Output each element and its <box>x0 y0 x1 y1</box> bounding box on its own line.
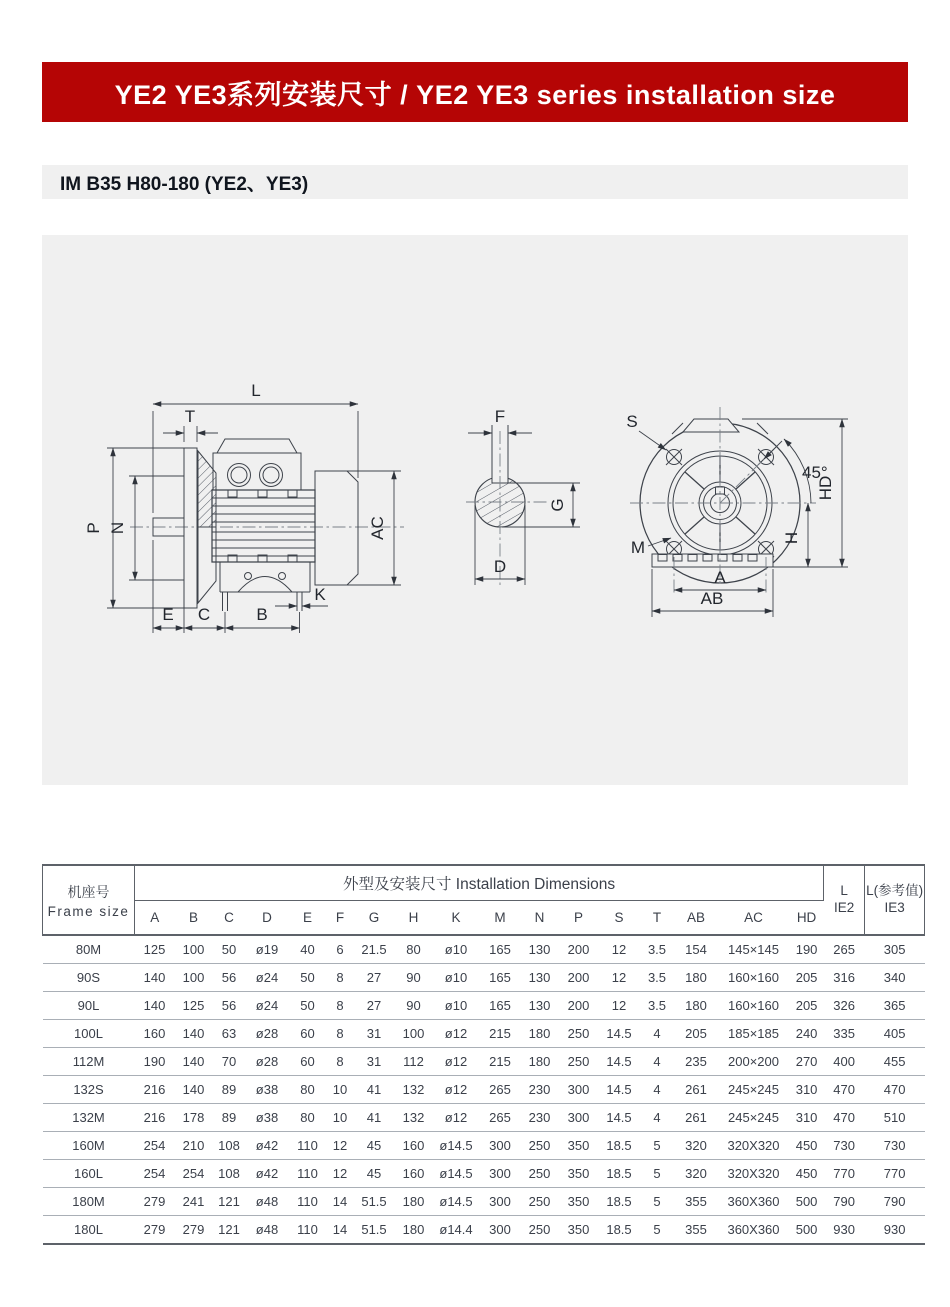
installation-drawing <box>42 235 908 785</box>
dim-value-cell: 12 <box>327 1160 354 1188</box>
frame-size-header <box>43 865 135 935</box>
dim-value-cell: 180 <box>395 1188 433 1216</box>
dim-value-cell: ø38 <box>246 1076 289 1104</box>
dim-value-cell: 90 <box>395 992 433 1020</box>
dim-value-cell: 8 <box>327 992 354 1020</box>
l-ie3-cell: 305 <box>865 935 925 964</box>
dim-value-cell: 254 <box>135 1132 175 1160</box>
dimension-values-body <box>43 935 925 1244</box>
l-ie2-cell: 400 <box>824 1048 865 1076</box>
dim-value-cell: 360X360 <box>718 1188 790 1216</box>
dim-value-cell: 108 <box>213 1132 246 1160</box>
dim-label-AC: AC <box>368 516 387 540</box>
dim-value-cell: 12 <box>599 992 640 1020</box>
dim-value-cell: 180 <box>402 1222 425 1237</box>
dim-value-cell: 50 <box>289 964 327 992</box>
l-ie3-cell: 510 <box>865 1104 925 1132</box>
dim-value-cell: ø14.5 <box>433 1160 480 1188</box>
dim-column-header: T <box>640 901 675 936</box>
frame-size-cell: 100L <box>43 1020 135 1048</box>
frame-size-cell: 90L <box>43 992 135 1020</box>
dim-value-cell: 60 <box>289 1020 327 1048</box>
l-ie3-cell: 455 <box>865 1048 925 1076</box>
dim-value-cell: 279 <box>182 1222 205 1237</box>
dim-value-cell: 18.5 <box>599 1132 640 1160</box>
dim-label-E: E <box>162 605 174 624</box>
dim-column-header: G <box>354 901 395 936</box>
dim-column-header: S <box>599 901 640 936</box>
l-ie2-cell: 265 <box>824 935 865 964</box>
dim-value-cell: 8 <box>327 1048 354 1076</box>
dim-column-header: N <box>521 901 559 936</box>
dim-value-cell: ø12 <box>433 1104 480 1132</box>
dim-value-cell: 230 <box>521 1076 559 1104</box>
dim-value-cell: 14.5 <box>599 1076 640 1104</box>
dim-label-M: M <box>630 538 646 557</box>
dim-value-cell: 40 <box>289 935 327 964</box>
dim-value-cell: 56 <box>213 992 246 1020</box>
dim-value-cell: 210 <box>175 1132 213 1160</box>
dim-value-cell: 6 <box>327 935 354 964</box>
dim-value-cell: 8 <box>327 964 354 992</box>
dim-value-cell: 180 <box>521 1020 559 1048</box>
dim-value-cell: 265 <box>480 1104 521 1132</box>
dim-value-cell: 10 <box>327 1076 354 1104</box>
dim-value-cell: 205 <box>790 964 824 992</box>
dim-value-cell: 205 <box>675 1020 718 1048</box>
dim-value-cell: 320 <box>675 1160 718 1188</box>
dim-value-cell: 180 <box>521 1048 559 1076</box>
dim-value-cell: 145×145 <box>718 935 790 964</box>
dim-value-cell: 245×245 <box>718 1104 790 1132</box>
dim-value-cell: 12 <box>327 1132 354 1160</box>
dim-value-cell: 108 <box>213 1160 246 1188</box>
dim-value-cell: 154 <box>675 935 718 964</box>
dim-column-header: D <box>246 901 289 936</box>
dim-column-header: K <box>433 901 480 936</box>
side-view <box>84 381 404 633</box>
dim-value-cell: 130 <box>521 964 559 992</box>
dim-value-cell: 10 <box>327 1104 354 1132</box>
dim-value-cell: 21.5 <box>354 935 395 964</box>
dim-value-cell: 14.5 <box>599 1048 640 1076</box>
dim-value-cell: 355 <box>685 1222 707 1237</box>
dim-value-cell: 165 <box>480 935 521 964</box>
dim-value-cell: 215 <box>480 1020 521 1048</box>
dim-value-cell: ø48 <box>246 1188 289 1216</box>
dim-value-cell: 8 <box>327 1020 354 1048</box>
dim-value-cell: 45 <box>354 1132 395 1160</box>
dim-value-cell: 300 <box>489 1222 511 1237</box>
table-row <box>43 1188 925 1216</box>
dim-value-cell: 254 <box>175 1160 213 1188</box>
dim-value-cell: 160×160 <box>718 992 790 1020</box>
dim-value-cell: 350 <box>559 1160 599 1188</box>
table-row <box>43 1076 925 1104</box>
dim-value-cell: 5 <box>653 1222 661 1237</box>
dim-value-cell: 110 <box>289 1160 327 1188</box>
l-ie2-cell: 470 <box>824 1076 865 1104</box>
table-row <box>43 1104 925 1132</box>
l-ie2-cell: 770 <box>824 1160 865 1188</box>
dim-value-cell: 250 <box>528 1222 551 1237</box>
dim-value-cell: 216 <box>135 1076 175 1104</box>
dim-value-cell: 4 <box>640 1076 675 1104</box>
dim-value-cell: 140 <box>175 1048 213 1076</box>
dim-value-cell: 254 <box>135 1160 175 1188</box>
dim-label-H: H <box>782 531 801 545</box>
dim-value-cell: 200 <box>559 935 599 964</box>
dim-value-cell: ø10 <box>433 964 480 992</box>
dim-value-cell: 200×200 <box>718 1048 790 1076</box>
dim-value-cell: 350 <box>559 1188 599 1216</box>
dim-value-cell: 110 <box>297 1222 318 1237</box>
dim-value-cell: 216 <box>135 1104 175 1132</box>
frame-size-header-zh: 机座号 <box>67 883 110 900</box>
dim-value-cell: 140 <box>175 1076 213 1104</box>
dim-value-cell: ø42 <box>246 1132 289 1160</box>
table-row <box>43 1132 925 1160</box>
dim-label-T: T <box>184 407 196 426</box>
l-ie3-cell: 790 <box>865 1188 925 1216</box>
dim-value-cell: ø38 <box>246 1104 289 1132</box>
dim-value-cell: ø12 <box>433 1020 480 1048</box>
dim-value-cell: 31 <box>354 1048 395 1076</box>
dim-value-cell: 14.5 <box>599 1020 640 1048</box>
dim-value-cell: 165 <box>480 964 521 992</box>
dim-value-cell: ø10 <box>433 935 480 964</box>
dim-value-cell: 3.5 <box>640 964 675 992</box>
dim-label-HD: HD <box>816 475 835 501</box>
l-ie3-cell: 770 <box>865 1160 925 1188</box>
dim-value-cell: 140 <box>135 992 175 1020</box>
dim-value-cell: 100 <box>395 1020 433 1048</box>
l-ie3-cell: 340 <box>865 964 925 992</box>
dim-value-cell: 160 <box>395 1160 433 1188</box>
dimensions-table-wrap <box>42 864 924 1245</box>
dim-value-cell: 205 <box>790 992 824 1020</box>
dim-label-G: G <box>548 498 567 512</box>
installation-dimensions-header: 外型及安装尺寸 Installation Dimensions <box>135 865 824 901</box>
dim-value-cell: 100 <box>175 964 213 992</box>
dim-value-cell: 89 <box>213 1076 246 1104</box>
dim-value-cell: ø24 <box>246 992 289 1020</box>
dim-value-cell: 250 <box>559 1020 599 1048</box>
dim-value-cell: 45 <box>354 1160 395 1188</box>
dim-value-cell: 140 <box>135 964 175 992</box>
dim-label-S: S <box>626 412 638 431</box>
frame-size-cell: 90S <box>43 964 135 992</box>
dim-value-cell: ø28 <box>246 1020 289 1048</box>
dim-value-cell: 240 <box>790 1020 824 1048</box>
l-ie2-cell: 790 <box>824 1188 865 1216</box>
dim-label-F: F <box>494 407 506 426</box>
dim-value-cell: 12 <box>599 964 640 992</box>
dim-value-cell: 3.5 <box>640 992 675 1020</box>
table-row <box>43 935 925 964</box>
installation-dimensions-table <box>42 864 925 1245</box>
dim-value-cell: 4 <box>640 1104 675 1132</box>
frame-size-cell: 112M <box>43 1048 135 1076</box>
l-ie3-cell: 405 <box>865 1020 925 1048</box>
dim-label-D: D <box>493 557 507 576</box>
subtitle-band <box>42 165 908 199</box>
mounting-type-subtitle: IM B35 H80-180 (YE2、YE3) <box>60 173 309 195</box>
table-row <box>43 964 925 992</box>
dim-value-cell: 180 <box>675 992 718 1020</box>
table-row <box>43 1160 925 1188</box>
frame-size-cell: 160M <box>43 1132 135 1160</box>
dim-value-cell: 5 <box>640 1160 675 1188</box>
dim-column-header: F <box>327 901 354 936</box>
dim-value-cell: 3.5 <box>640 935 675 964</box>
dim-column-header: HD <box>790 901 824 936</box>
dim-value-cell: 27 <box>354 964 395 992</box>
dim-value-cell: 80 <box>289 1104 327 1132</box>
dim-column-header: A <box>135 901 175 936</box>
dim-label-K: K <box>314 585 326 604</box>
dim-value-cell: 5 <box>640 1188 675 1216</box>
dim-value-cell: 165 <box>480 992 521 1020</box>
page-title: YE2 YE3系列安装尺寸 / YE2 YE3 series installation size <box>114 79 836 110</box>
dim-value-cell: 160×160 <box>718 964 790 992</box>
dim-value-cell: 80 <box>395 935 433 964</box>
dim-column-header: AC <box>718 901 790 936</box>
dim-value-cell: 241 <box>175 1188 213 1216</box>
frame-size-cell: 132M <box>43 1104 135 1132</box>
frame-size-cell: 160L <box>43 1160 135 1188</box>
dim-value-cell: 178 <box>175 1104 213 1132</box>
dim-value-cell: ø12 <box>433 1048 480 1076</box>
l-ie2-header: L IE2 <box>824 865 865 935</box>
dim-value-cell: ø28 <box>246 1048 289 1076</box>
dim-value-cell: 31 <box>354 1020 395 1048</box>
dim-value-cell: 250 <box>521 1188 559 1216</box>
dim-value-cell: 300 <box>559 1104 599 1132</box>
dim-value-cell: 190 <box>135 1048 175 1076</box>
table-row <box>43 992 925 1020</box>
l-ie3-header: L(参考值) IE3 <box>865 865 925 935</box>
dim-value-cell: ø19 <box>246 935 289 964</box>
dim-label-AB: AB <box>700 589 724 608</box>
dim-column-header: C <box>213 901 246 936</box>
dim-value-cell: 160 <box>395 1132 433 1160</box>
dim-value-cell: ø14.5 <box>433 1188 480 1216</box>
dim-value-cell: 14 <box>332 1222 348 1237</box>
dimension-letters-row <box>43 901 925 936</box>
dim-value-cell: 261 <box>675 1104 718 1132</box>
dim-value-cell: 90 <box>395 964 433 992</box>
dim-value-cell: 110 <box>289 1132 327 1160</box>
dim-value-cell: 56 <box>213 964 246 992</box>
dim-label-A: A <box>714 568 726 587</box>
dim-value-cell: 300 <box>559 1076 599 1104</box>
dim-value-cell: 185×185 <box>718 1020 790 1048</box>
dim-value-cell: 160 <box>135 1020 175 1048</box>
dim-value-cell: ø10 <box>433 992 480 1020</box>
dim-value-cell: 4 <box>640 1048 675 1076</box>
dim-value-cell: 355 <box>675 1188 718 1216</box>
dim-value-cell: 250 <box>559 1048 599 1076</box>
l-ie2-cell: 316 <box>824 964 865 992</box>
dim-value-cell: 279 <box>135 1188 175 1216</box>
dim-column-header: H <box>395 901 433 936</box>
l-ie2-cell: 930 <box>833 1222 855 1237</box>
dim-value-cell: 310 <box>790 1104 824 1132</box>
dim-value-cell: 300 <box>480 1132 521 1160</box>
l-ie2-cell: 470 <box>824 1104 865 1132</box>
dim-value-cell: 125 <box>175 992 213 1020</box>
dim-value-cell: 270 <box>790 1048 824 1076</box>
dim-value-cell: 50 <box>289 992 327 1020</box>
frame-size-header-en: Frame size <box>47 903 130 919</box>
dim-value-cell: 140 <box>175 1020 213 1048</box>
dim-value-cell: 190 <box>790 935 824 964</box>
dim-value-cell: 235 <box>675 1048 718 1076</box>
dim-value-cell: ø42 <box>246 1160 289 1188</box>
dim-value-cell: 27 <box>354 992 395 1020</box>
l-ie2-cell: 730 <box>824 1132 865 1160</box>
dim-value-cell: 250 <box>521 1132 559 1160</box>
dim-value-cell: 132 <box>395 1104 433 1132</box>
table-row <box>43 1216 925 1245</box>
dim-value-cell: ø14.4 <box>439 1222 473 1237</box>
dim-value-cell: 50 <box>213 935 246 964</box>
dim-value-cell: 63 <box>213 1020 246 1048</box>
dim-label-C: C <box>197 605 211 624</box>
dim-value-cell: 300 <box>480 1160 521 1188</box>
dim-column-header: E <box>289 901 327 936</box>
dim-value-cell: 320 <box>675 1132 718 1160</box>
dim-value-cell: 18.5 <box>599 1188 640 1216</box>
dim-label-45deg: 45° <box>802 463 828 482</box>
dim-label-L: L <box>251 381 261 400</box>
dim-column-header: B <box>175 901 213 936</box>
frame-size-cell: 132S <box>43 1076 135 1104</box>
dim-value-cell: 265 <box>480 1076 521 1104</box>
dim-value-cell: 200 <box>559 964 599 992</box>
dim-value-cell: 112 <box>395 1048 433 1076</box>
dim-column-header: M <box>480 901 521 936</box>
dim-value-cell: ø12 <box>433 1076 480 1104</box>
title-banner <box>42 62 908 122</box>
dim-value-cell: 230 <box>521 1104 559 1132</box>
l-ie2-cell: 326 <box>824 992 865 1020</box>
dim-value-cell: 132 <box>395 1076 433 1104</box>
dim-value-cell: 180 <box>675 964 718 992</box>
table-row <box>43 1020 925 1048</box>
dim-value-cell: 310 <box>790 1076 824 1104</box>
dim-value-cell: 121 <box>218 1222 240 1237</box>
dim-value-cell: 250 <box>521 1160 559 1188</box>
dim-value-cell: 100 <box>175 935 213 964</box>
dim-value-cell: 14 <box>327 1188 354 1216</box>
table-row <box>43 1048 925 1076</box>
dim-label-N: N <box>108 521 127 535</box>
l-ie2-cell: 335 <box>824 1020 865 1048</box>
l-ie3-cell: 930 <box>883 1222 906 1237</box>
l-ie3-cell: 470 <box>865 1076 925 1104</box>
dim-value-cell: 18.5 <box>606 1222 632 1237</box>
dim-value-cell: 450 <box>790 1132 824 1160</box>
dim-column-header: P <box>559 901 599 936</box>
dim-value-cell: 51.5 <box>361 1222 387 1237</box>
frame-size-cell: 80M <box>43 935 135 964</box>
dim-value-cell: 200 <box>559 992 599 1020</box>
front-view <box>626 407 848 617</box>
dim-label-P: P <box>84 522 103 534</box>
dim-value-cell: 130 <box>521 992 559 1020</box>
dim-value-cell: 300 <box>480 1188 521 1216</box>
dim-value-cell: 450 <box>790 1160 824 1188</box>
dim-value-cell: ø24 <box>246 964 289 992</box>
dim-value-cell: 500 <box>790 1188 824 1216</box>
dim-value-cell: 279 <box>143 1222 166 1237</box>
dim-value-cell: 500 <box>795 1222 818 1237</box>
dim-value-cell: 80 <box>289 1076 327 1104</box>
dim-value-cell: 350 <box>567 1222 590 1237</box>
l-ie3-cell: 730 <box>865 1132 925 1160</box>
dim-value-cell: 89 <box>213 1104 246 1132</box>
l-ie3-cell: 365 <box>865 992 925 1020</box>
dim-value-cell: 215 <box>480 1048 521 1076</box>
dim-value-cell: 125 <box>135 935 175 964</box>
dim-value-cell: 360X360 <box>727 1222 780 1237</box>
motor-dimension-drawing <box>42 235 908 785</box>
dim-value-cell: 41 <box>354 1104 395 1132</box>
dim-value-cell: 70 <box>213 1048 246 1076</box>
dim-value-cell: 320X320 <box>718 1160 790 1188</box>
frame-size-cell: 180M <box>43 1188 135 1216</box>
dim-column-header: AB <box>675 901 718 936</box>
dim-value-cell: 110 <box>289 1188 327 1216</box>
dim-value-cell: 261 <box>675 1076 718 1104</box>
dim-label-B: B <box>256 605 268 624</box>
dim-value-cell: 4 <box>640 1020 675 1048</box>
dim-value-cell: 18.5 <box>599 1160 640 1188</box>
dim-value-cell: 12 <box>599 935 640 964</box>
dim-value-cell: 350 <box>559 1132 599 1160</box>
dim-value-cell: 320X320 <box>718 1132 790 1160</box>
frame-size-cell: 180L <box>74 1222 103 1237</box>
dim-value-cell: 60 <box>289 1048 327 1076</box>
dim-value-cell: ø48 <box>255 1222 279 1237</box>
dim-value-cell: 121 <box>213 1188 246 1216</box>
dim-value-cell: ø14.5 <box>433 1132 480 1160</box>
shaft-section-view <box>466 407 580 587</box>
dim-value-cell: 51.5 <box>354 1188 395 1216</box>
dim-value-cell: 5 <box>640 1132 675 1160</box>
dim-value-cell: 245×245 <box>718 1076 790 1104</box>
dim-value-cell: 41 <box>354 1076 395 1104</box>
dim-value-cell: 130 <box>521 935 559 964</box>
dim-value-cell: 14.5 <box>599 1104 640 1132</box>
